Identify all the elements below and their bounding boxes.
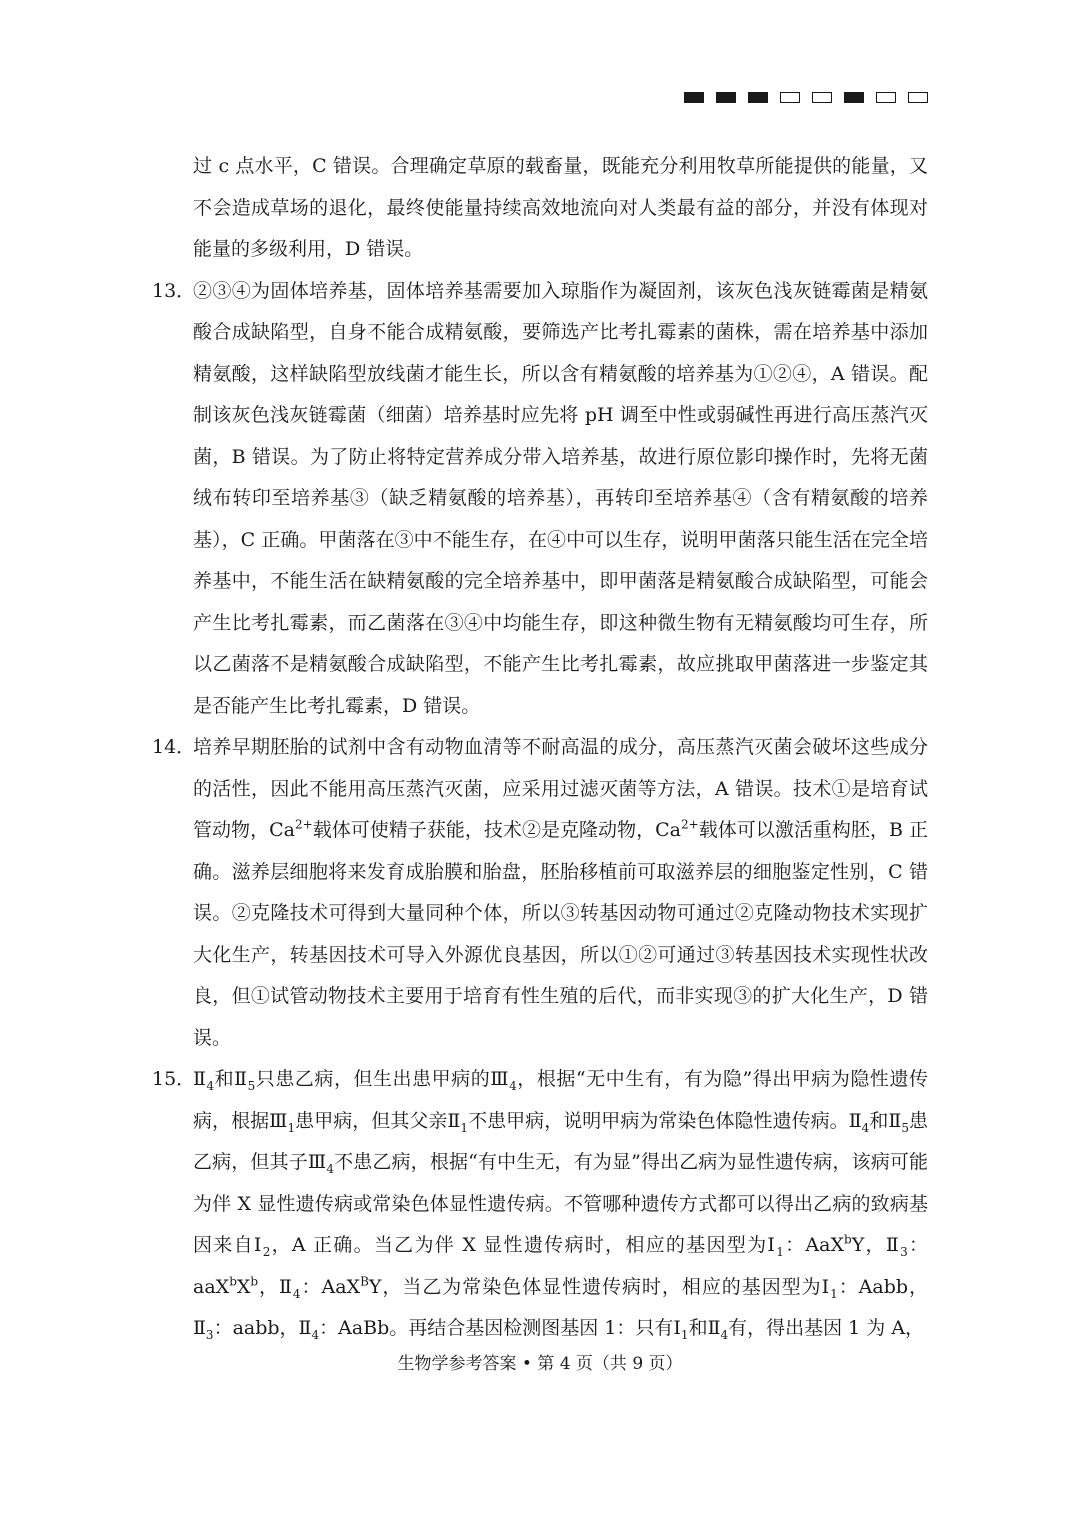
text-run: ，根据“无中生有，有为隐”得出甲病为隐性遗传病，根据Ⅲ [193, 1068, 928, 1132]
text-run: 患乙病，但其子Ⅲ [193, 1109, 929, 1173]
continuation-paragraph: 过 c 点水平，C 错误。合理确定草原的载畜量，既能充分利用牧草所能提供的能量，又不会造成草场的退化，最终使能量持续高效地流向对人类最有益的部分，并没有体现对能量的多级利用，D 错误。 [193, 155, 928, 260]
text-run: 不患甲病，说明甲病为常染色体隐性遗传病。Ⅱ [468, 1109, 862, 1132]
item-text [193, 727, 928, 1059]
page-footer: 生物学参考答案 • 第 4 页（共 9 页） [397, 1354, 683, 1374]
subscript: 1 [287, 1120, 296, 1135]
text-run: 和Ⅱ [214, 1068, 248, 1090]
text-run: ：AaX [783, 1234, 845, 1256]
text-run: ，Ⅱ [258, 1275, 293, 1298]
empty-square-mark [780, 92, 800, 103]
subscript: 1 [680, 1327, 689, 1342]
text-run: 载体可以激活重构胚，B 正确。滋养层细胞将来发育成胎膜和胎盘，胚胎移植前可取滋养层的细胞鉴定性别，C 错误。②克隆技术可得到大量同种个体，所以③转基因动物可通过②克隆动物技术实现扩大化生产，转基因技术可导入外源优良基因，所以①②可通过③转基因技术实现性状改良，但①试管动物技术主要用于培育有性生殖的后代，而非实现③的扩大化生产，D 错误。 [193, 819, 928, 1049]
subscript: 5 [901, 1120, 909, 1135]
superscript: B [360, 1274, 369, 1289]
text-run: ，A 正确。当乙为伴 X 显性遗传病时，相应的基因型为Ⅰ [270, 1234, 777, 1256]
filled-square-mark [716, 92, 736, 103]
superscript: 2+ [681, 817, 699, 832]
answer-item-15 [152, 1059, 928, 1350]
filled-square-mark [748, 92, 768, 103]
superscript: b [844, 1232, 852, 1247]
text-run: ：AaBb。再结合基因检测图基因 1：只有Ⅰ [319, 1317, 681, 1339]
subscript: 1 [776, 1244, 784, 1259]
text-run: 只患乙病，但生出患甲病的Ⅲ [255, 1068, 510, 1090]
text-run: Ⅱ [193, 1068, 207, 1090]
empty-square-mark [908, 92, 928, 103]
superscript: b [250, 1274, 259, 1289]
item-text [193, 1059, 928, 1350]
empty-square-mark [812, 92, 832, 103]
subscript: 3 [205, 1327, 214, 1342]
subscript: 1 [460, 1120, 469, 1135]
subscript: 4 [292, 1286, 301, 1301]
superscript: b [229, 1274, 237, 1289]
subscript: 4 [326, 1161, 334, 1176]
subscript: 4 [509, 1078, 517, 1093]
item-number: 14． [152, 736, 196, 758]
text-run: Y，Ⅱ [851, 1234, 901, 1256]
text-run: 不患乙病，根据“有中生无，有为显”得出乙病为显性遗传病，该病可能为伴 X 显性遗传病或常染色体显性遗传病。不管哪种遗传方式都可以得出乙病的致病基因来自Ⅰ [193, 1151, 928, 1256]
filled-square-mark [684, 92, 704, 103]
answer-item-14 [152, 727, 928, 1059]
subscript: 1 [830, 1286, 838, 1301]
subscript: 4 [311, 1327, 320, 1342]
text-run: 和Ⅱ [688, 1317, 721, 1339]
text-run: 和Ⅱ [869, 1109, 902, 1132]
item-text: ②③④为固体培养基，固体培养基需要加入琼脂作为凝固剂，该灰色浅灰链霉菌是精氨酸合成缺陷型，自身不能合成精氨酸，要筛选产比考扎霉素的菌株，需在培养基中添加精氨酸，这样缺陷型放线菌才能生长，所以含有精氨酸的培养基为①②④，A 错误。配制该灰色浅灰链霉菌（细菌）培养基时应先将 pH 调至中性或弱碱性再进行高压蒸汽灭菌，B 错误。为了防止将特定营养成分带入培养基，故进行原位影印操作时，先将无菌绒布转印至培养基③（缺乏精氨酸的培养基），再转印至培养基④（含有精氨酸的培养基），C 正确。甲菌落在③中不能生存，在④中可以生存，说明甲菌落只能生活在完全培养基中，不能生活在缺精氨酸的完全培养基中，即甲菌落是精氨酸合成缺陷型，可能会产生比考扎霉素，而乙菌落在③④中均能生存，即这种微生物有无精氨酸均可生存，所以乙菌落不是精氨酸合成缺陷型，不能产生比考扎霉素，故应挑取甲菌落进一步鉴定其是否能产生比考扎霉素，D 错误。 [193, 279, 928, 717]
text-run: 载体可使精子获能，技术②是克隆动物，Ca [312, 819, 681, 841]
subscript: 4 [861, 1120, 870, 1135]
subscript: 2 [262, 1244, 271, 1259]
item-number: 15． [152, 1068, 196, 1090]
subscript: 3 [900, 1244, 908, 1259]
item-number: 13． [152, 279, 196, 302]
subscript: 4 [206, 1078, 215, 1093]
subscript: 5 [247, 1078, 256, 1093]
subscript: 4 [720, 1327, 729, 1342]
header-marks [684, 92, 928, 103]
text-run: ：AaX [300, 1275, 361, 1298]
text-run: Y，当乙为常染色体显性遗传病时，相应的基因型为Ⅰ [368, 1275, 831, 1298]
superscript: 2+ [294, 817, 313, 832]
text-run: ：aaX [193, 1234, 928, 1298]
text-run: ：Aabb，Ⅱ [193, 1275, 929, 1339]
empty-square-mark [876, 92, 896, 103]
text-run: 培养早期胚胎的试剂中含有动物血清等不耐高温的成分，高压蒸汽灭菌会破坏这些成分的活性，因此不能用高压蒸汽灭菌，应采用过滤灭菌等方法，A 错误。技术①是培育试管动物，Ca [193, 736, 928, 841]
document-body [152, 146, 928, 1350]
answer-item-13 [152, 271, 928, 728]
filled-square-mark [844, 92, 864, 103]
text-run: 患甲病，但其父亲Ⅱ [295, 1109, 461, 1132]
text-run: 有，得出基因 1 为 A， [728, 1317, 925, 1339]
text-run: X [236, 1275, 251, 1298]
text-run: ：aabb，Ⅱ [213, 1317, 312, 1339]
